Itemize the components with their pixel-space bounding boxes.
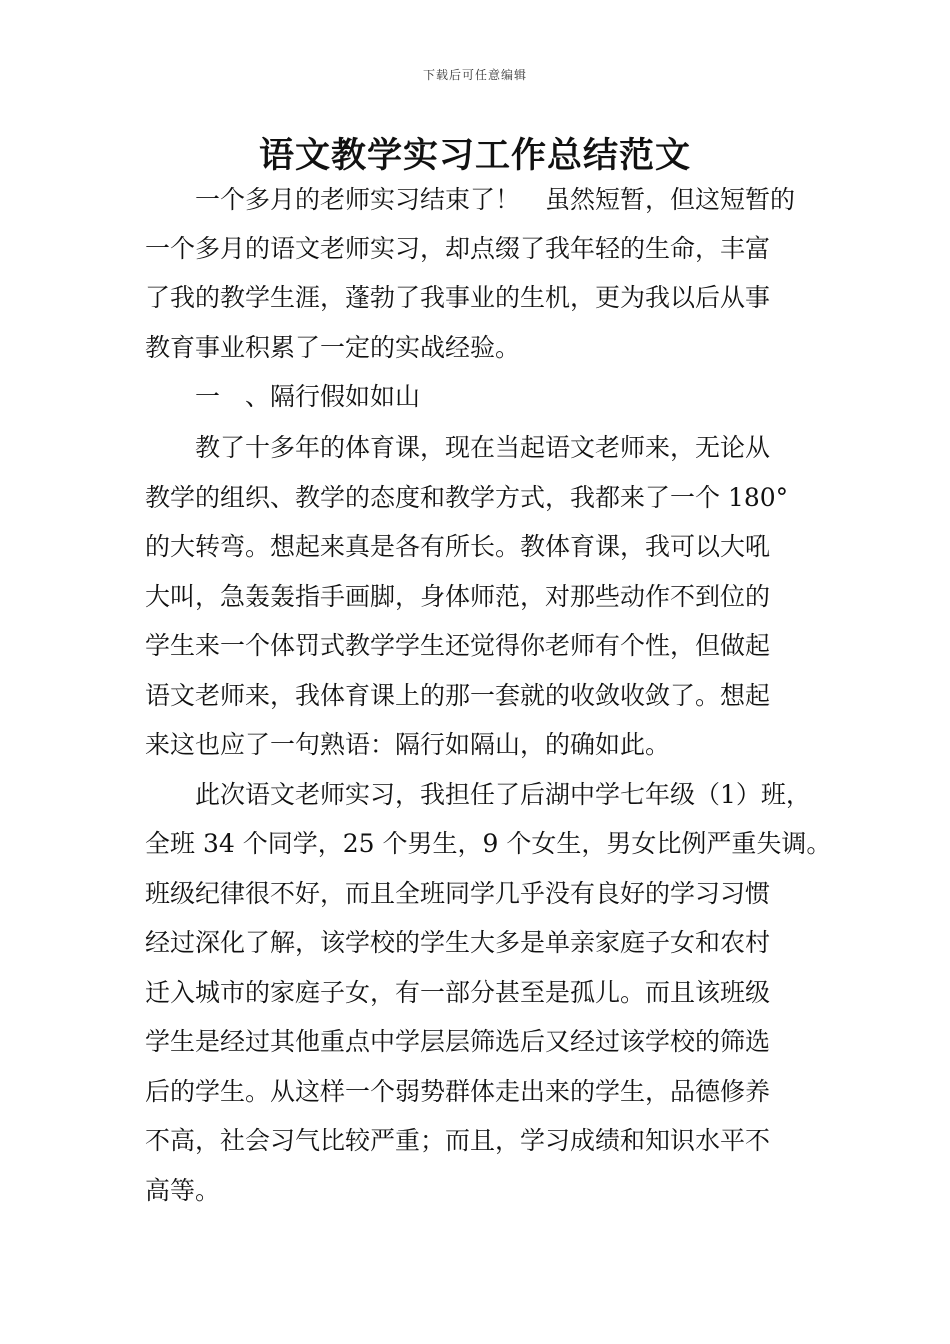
body-line: 迁入城市的家庭子女，有一部分甚至是孤儿。而且该班级 [145,978,771,1007]
body-line: 一个多月的老师实习结束了！ 虽然短暂，但这短暂的 [145,185,796,214]
body-line: 教了十多年的体育课，现在当起语文老师来，无论从 [145,433,771,462]
body-line: 一个多月的语文老师实习，却点缀了我年轻的生命，丰富 [145,234,771,263]
body-line: 了我的教学生涯，蓬勃了我事业的生机，更为我以后从事 [145,283,771,312]
body-line: 班级纪律很不好，而且全班同学几乎没有良好的学习习惯 [145,879,771,908]
document-title: 语文教学实习工作总结范文 [258,135,691,176]
section-heading: 一 、隔行假如如山 [145,382,421,411]
body-line: 经过深化了解，该学校的学生大多是单亲家庭子女和农村 [145,928,771,957]
body-line: 来这也应了一句熟语：隔行如隔山，的确如此。 [145,730,671,759]
body-line: 高等。 [145,1176,221,1205]
body-line: 语文老师来，我体育课上的那一套就的收敛收敛了。想起 [145,681,771,710]
body-line: 学生是经过其他重点中学层层筛选后又经过该学校的筛选 [145,1027,771,1056]
body-line: 全班 34 个同学，25 个男生，9 个女生，男女比例严重失调。 [145,829,832,858]
header-note: 下载后可任意编辑 [422,68,527,82]
body-line: 后的学生。从这样一个弱势群体走出来的学生，品德修养 [145,1077,771,1106]
body-line: 不高，社会习气比较严重；而且，学习成绩和知识水平不 [145,1126,771,1155]
body-line: 教育事业积累了一定的实战经验。 [145,333,521,362]
body-line: 学生来一个体罚式教学学生还觉得你老师有个性，但做起 [145,631,771,660]
body-line: 的大转弯。想起来真是各有所长。教体育课，我可以大吼 [145,532,771,561]
body-line: 教学的组织、教学的态度和教学方式，我都来了一个 180° [145,483,789,512]
body-line: 此次语文老师实习，我担任了后湖中学七年级（1）班， [145,780,811,809]
body-line: 大叫，急轰轰指手画脚，身体师范，对那些动作不到位的 [145,582,771,611]
